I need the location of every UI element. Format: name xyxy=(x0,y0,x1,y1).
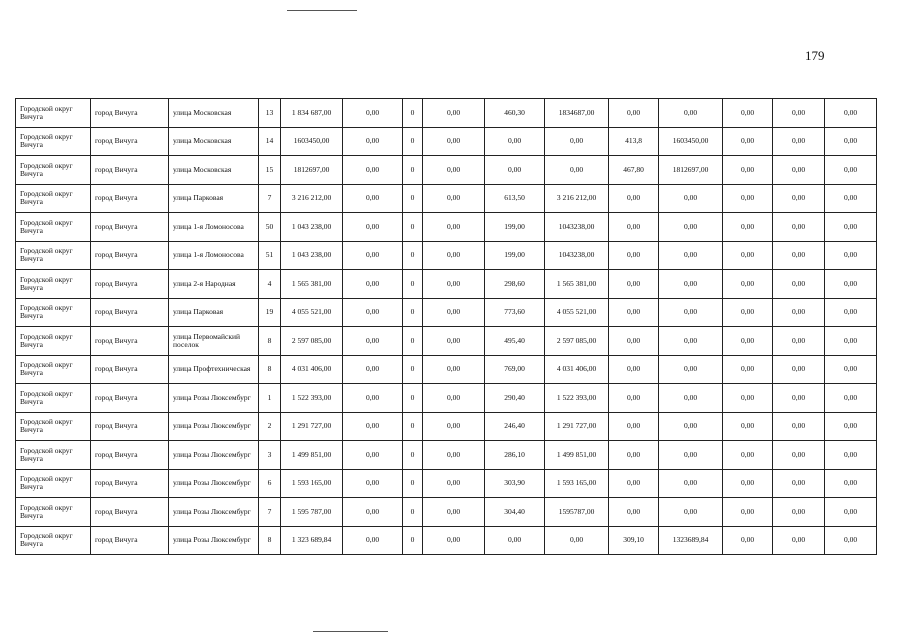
table-cell: Городской округ Вичуга xyxy=(16,412,91,441)
table-cell: 0,00 xyxy=(659,184,723,213)
table-cell: 0,00 xyxy=(773,412,825,441)
table-cell: 0,00 xyxy=(773,526,825,555)
table-cell: 0,00 xyxy=(423,156,485,185)
table-cell: улица Парковая xyxy=(169,184,259,213)
table-cell: 0,00 xyxy=(343,526,403,555)
table-cell: 19 xyxy=(259,298,281,327)
register-table-body xyxy=(16,99,877,555)
table-cell: 0,00 xyxy=(723,498,773,527)
table-cell: улица Московская xyxy=(169,99,259,128)
table-cell: 1 522 393,00 xyxy=(545,384,609,413)
table-cell: 0,00 xyxy=(825,526,877,555)
table-cell: 0,00 xyxy=(609,384,659,413)
table-cell: улица Московская xyxy=(169,156,259,185)
table-cell: 0,00 xyxy=(723,213,773,242)
table-cell: 0 xyxy=(403,156,423,185)
table-cell: 298,60 xyxy=(485,270,545,299)
table-cell: 1834687,00 xyxy=(545,99,609,128)
table-cell: 0 xyxy=(403,498,423,527)
scan-artifact-bottom-line xyxy=(313,631,388,632)
table-cell: город Вичуга xyxy=(91,498,169,527)
table-cell: 0,00 xyxy=(723,99,773,128)
table-cell: 0,00 xyxy=(609,213,659,242)
table-cell: 1 043 238,00 xyxy=(281,213,343,242)
table-cell: 7 xyxy=(259,184,281,213)
table-cell: 0 xyxy=(403,469,423,498)
table-cell: город Вичуга xyxy=(91,270,169,299)
table-cell: 286,10 xyxy=(485,441,545,470)
table-cell: 0,00 xyxy=(773,99,825,128)
table-cell: 4 031 406,00 xyxy=(545,355,609,384)
table-row xyxy=(16,127,877,156)
table-cell: улица 2-я Народная xyxy=(169,270,259,299)
table-cell: 0,00 xyxy=(609,441,659,470)
table-cell: 1 565 381,00 xyxy=(545,270,609,299)
table-cell: 13 xyxy=(259,99,281,128)
table-cell: 0,00 xyxy=(723,384,773,413)
table-cell: 0,00 xyxy=(545,156,609,185)
table-cell: 0,00 xyxy=(825,270,877,299)
table-cell: 1603450,00 xyxy=(659,127,723,156)
table-cell: Городской округ Вичуга xyxy=(16,99,91,128)
table-cell: 0,00 xyxy=(343,156,403,185)
table-cell: 0,00 xyxy=(723,270,773,299)
table-cell: 0,00 xyxy=(343,298,403,327)
table-cell: 0,00 xyxy=(423,241,485,270)
table-cell: 1603450,00 xyxy=(281,127,343,156)
table-cell: город Вичуга xyxy=(91,99,169,128)
table-cell: 0,00 xyxy=(609,241,659,270)
table-cell: улица Первомайский поселок xyxy=(169,327,259,356)
table-cell: улица Розы Люксембург xyxy=(169,469,259,498)
table-cell: 7 xyxy=(259,498,281,527)
table-cell: 1812697,00 xyxy=(659,156,723,185)
table-cell: 290,40 xyxy=(485,384,545,413)
table-cell: 0 xyxy=(403,184,423,213)
scan-artifact-top-line xyxy=(287,10,357,11)
table-cell: 0,00 xyxy=(659,412,723,441)
table-cell: 3 216 212,00 xyxy=(281,184,343,213)
table-cell: 0,00 xyxy=(825,127,877,156)
table-cell: Городской округ Вичуга xyxy=(16,384,91,413)
table-cell: Городской округ Вичуга xyxy=(16,156,91,185)
table-cell: 1 043 238,00 xyxy=(281,241,343,270)
table-cell: 0,00 xyxy=(343,469,403,498)
table-cell: 0,00 xyxy=(723,156,773,185)
table-cell: Городской округ Вичуга xyxy=(16,241,91,270)
table-cell: 0,00 xyxy=(659,384,723,413)
table-cell: 0,00 xyxy=(825,213,877,242)
table-cell: 0,00 xyxy=(423,327,485,356)
table-cell: 769,00 xyxy=(485,355,545,384)
table-cell: 0,00 xyxy=(545,526,609,555)
table-cell: 0,00 xyxy=(423,213,485,242)
table-cell: 0,00 xyxy=(825,355,877,384)
table-cell: 1323689,84 xyxy=(659,526,723,555)
table-cell: 1595787,00 xyxy=(545,498,609,527)
table-cell: 0,00 xyxy=(773,298,825,327)
table-cell: 0,00 xyxy=(423,298,485,327)
table-cell: 4 031 406,00 xyxy=(281,355,343,384)
table-cell: 0,00 xyxy=(723,298,773,327)
table-row xyxy=(16,298,877,327)
table-cell: 0,00 xyxy=(423,355,485,384)
table-cell: 4 xyxy=(259,270,281,299)
table-cell: 0 xyxy=(403,99,423,128)
table-cell: 15 xyxy=(259,156,281,185)
table-cell: 0,00 xyxy=(723,127,773,156)
table-cell: 0,00 xyxy=(343,241,403,270)
table-cell: 0,00 xyxy=(423,526,485,555)
table-cell: 0,00 xyxy=(485,156,545,185)
table-cell: 0,00 xyxy=(723,327,773,356)
table-cell: 0,00 xyxy=(773,498,825,527)
register-table xyxy=(15,98,877,555)
table-cell: 0,00 xyxy=(485,526,545,555)
table-cell: 0,00 xyxy=(423,184,485,213)
table-cell: Городской округ Вичуга xyxy=(16,213,91,242)
table-cell: 2 597 085,00 xyxy=(545,327,609,356)
table-cell: 0,00 xyxy=(723,355,773,384)
table-cell: 0,00 xyxy=(825,412,877,441)
table-cell: 613,50 xyxy=(485,184,545,213)
table-cell: улица Розы Люксембург xyxy=(169,441,259,470)
table-cell: 0,00 xyxy=(659,99,723,128)
table-cell: 0,00 xyxy=(723,412,773,441)
table-cell: 2 xyxy=(259,412,281,441)
table-cell: Городской округ Вичуга xyxy=(16,441,91,470)
table-cell: 0,00 xyxy=(343,498,403,527)
table-cell: 0,00 xyxy=(343,213,403,242)
table-cell: 0,00 xyxy=(659,498,723,527)
table-cell: 0,00 xyxy=(545,127,609,156)
table-cell: 0 xyxy=(403,355,423,384)
table-cell: 199,00 xyxy=(485,213,545,242)
table-cell: 460,30 xyxy=(485,99,545,128)
table-cell: 0,00 xyxy=(423,498,485,527)
table-cell: город Вичуга xyxy=(91,412,169,441)
table-row xyxy=(16,99,877,128)
table-cell: 0,00 xyxy=(423,127,485,156)
table-cell: 0,00 xyxy=(423,99,485,128)
table-cell: 0 xyxy=(403,241,423,270)
table-cell: 8 xyxy=(259,355,281,384)
table-row xyxy=(16,241,877,270)
table-cell: 0,00 xyxy=(659,270,723,299)
table-cell: 0,00 xyxy=(609,469,659,498)
table-cell: 1 522 393,00 xyxy=(281,384,343,413)
table-cell: 246,40 xyxy=(485,412,545,441)
table-cell: 0,00 xyxy=(773,213,825,242)
table-cell: город Вичуга xyxy=(91,384,169,413)
table-cell: 0 xyxy=(403,213,423,242)
table-cell: 0,00 xyxy=(773,384,825,413)
table-row xyxy=(16,384,877,413)
table-cell: 0,00 xyxy=(343,412,403,441)
table-cell: улица Профтехническая xyxy=(169,355,259,384)
table-cell: 1 595 787,00 xyxy=(281,498,343,527)
table-cell: Городской округ Вичуга xyxy=(16,327,91,356)
table-cell: 14 xyxy=(259,127,281,156)
table-cell: 0 xyxy=(403,526,423,555)
table-cell: 0,00 xyxy=(609,327,659,356)
table-cell: улица Розы Люксембург xyxy=(169,412,259,441)
table-cell: 1 593 165,00 xyxy=(281,469,343,498)
table-cell: 1 xyxy=(259,384,281,413)
table-cell: 0,00 xyxy=(659,298,723,327)
table-row xyxy=(16,355,877,384)
table-cell: 0,00 xyxy=(423,270,485,299)
table-cell: 0,00 xyxy=(609,412,659,441)
page-number: 179 xyxy=(805,48,825,63)
table-cell: 0,00 xyxy=(825,441,877,470)
table-row xyxy=(16,526,877,555)
table-cell: 0,00 xyxy=(485,127,545,156)
table-cell: город Вичуга xyxy=(91,355,169,384)
table-cell: 309,10 xyxy=(609,526,659,555)
table-cell: 0,00 xyxy=(825,384,877,413)
table-row xyxy=(16,184,877,213)
table-cell: 0,00 xyxy=(423,384,485,413)
table-cell: 0,00 xyxy=(659,441,723,470)
table-cell: 0 xyxy=(403,327,423,356)
table-cell: 0,00 xyxy=(343,355,403,384)
table-cell: 773,60 xyxy=(485,298,545,327)
table-cell: Городской округ Вичуга xyxy=(16,270,91,299)
table-cell: 0 xyxy=(403,127,423,156)
table-cell: 1 499 851,00 xyxy=(545,441,609,470)
table-cell: 0,00 xyxy=(659,327,723,356)
table-cell: 0,00 xyxy=(825,469,877,498)
table-cell: 4 055 521,00 xyxy=(281,298,343,327)
table-cell: 0,00 xyxy=(609,270,659,299)
table-cell: 0,00 xyxy=(825,241,877,270)
table-cell: 0,00 xyxy=(343,384,403,413)
table-cell: 4 055 521,00 xyxy=(545,298,609,327)
table-cell: 0,00 xyxy=(343,270,403,299)
table-cell: 1043238,00 xyxy=(545,241,609,270)
table-cell: 0,00 xyxy=(773,469,825,498)
table-cell: 0 xyxy=(403,441,423,470)
table-cell: 0,00 xyxy=(343,99,403,128)
table-cell: 0,00 xyxy=(773,127,825,156)
table-cell: улица Московская xyxy=(169,127,259,156)
table-cell: 1 291 727,00 xyxy=(281,412,343,441)
table-cell: 0,00 xyxy=(659,355,723,384)
table-cell: 0,00 xyxy=(825,99,877,128)
table-cell: 0,00 xyxy=(825,184,877,213)
table-cell: 8 xyxy=(259,327,281,356)
table-cell: город Вичуга xyxy=(91,469,169,498)
table-cell: 0,00 xyxy=(343,127,403,156)
table-cell: 0,00 xyxy=(609,298,659,327)
table-cell: 0,00 xyxy=(609,184,659,213)
table-cell: 467,80 xyxy=(609,156,659,185)
table-cell: 0,00 xyxy=(773,327,825,356)
table-row xyxy=(16,469,877,498)
table-cell: 50 xyxy=(259,213,281,242)
table-cell: 0,00 xyxy=(609,498,659,527)
table-cell: 0 xyxy=(403,270,423,299)
table-cell: 303,90 xyxy=(485,469,545,498)
table-row xyxy=(16,270,877,299)
table-cell: 0,00 xyxy=(773,441,825,470)
table-cell: 0,00 xyxy=(773,156,825,185)
table-cell: 0,00 xyxy=(723,526,773,555)
table-cell: 1 499 851,00 xyxy=(281,441,343,470)
table-row xyxy=(16,412,877,441)
table-row xyxy=(16,441,877,470)
table-cell: 1812697,00 xyxy=(281,156,343,185)
table-cell: 1 323 689,84 xyxy=(281,526,343,555)
table-cell: 0,00 xyxy=(659,241,723,270)
table-cell: улица 1-я Ломоносова xyxy=(169,241,259,270)
table-cell: 199,00 xyxy=(485,241,545,270)
table-cell: 1 291 727,00 xyxy=(545,412,609,441)
table-cell: Городской округ Вичуга xyxy=(16,498,91,527)
table-cell: 8 xyxy=(259,526,281,555)
table-cell: 0 xyxy=(403,298,423,327)
table-cell: Городской округ Вичуга xyxy=(16,469,91,498)
table-cell: 1 565 381,00 xyxy=(281,270,343,299)
table-row xyxy=(16,213,877,242)
table-cell: Городской округ Вичуга xyxy=(16,298,91,327)
table-cell: 0 xyxy=(403,384,423,413)
table-cell: 0,00 xyxy=(423,469,485,498)
table-cell: 0,00 xyxy=(825,327,877,356)
table-cell: город Вичуга xyxy=(91,156,169,185)
table-cell: город Вичуга xyxy=(91,526,169,555)
table-cell: 304,40 xyxy=(485,498,545,527)
table-cell: 0,00 xyxy=(825,498,877,527)
table-cell: улица 1-я Ломоносова xyxy=(169,213,259,242)
table-cell: 0,00 xyxy=(343,327,403,356)
table-cell: улица Парковая xyxy=(169,298,259,327)
table-cell: Городской округ Вичуга xyxy=(16,355,91,384)
table-cell: 3 xyxy=(259,441,281,470)
table-cell: улица Розы Люксембург xyxy=(169,526,259,555)
table-cell: 0,00 xyxy=(609,355,659,384)
table-cell: 0,00 xyxy=(723,441,773,470)
table-cell: 413,8 xyxy=(609,127,659,156)
table-cell: Городской округ Вичуга xyxy=(16,184,91,213)
table-cell: 0,00 xyxy=(659,469,723,498)
table-cell: город Вичуга xyxy=(91,441,169,470)
table-cell: 0,00 xyxy=(773,241,825,270)
table-cell: 0,00 xyxy=(773,270,825,299)
table-cell: 1 834 687,00 xyxy=(281,99,343,128)
table-cell: город Вичуга xyxy=(91,184,169,213)
table-cell: Городской округ Вичуга xyxy=(16,526,91,555)
table-row xyxy=(16,327,877,356)
table-cell: 0,00 xyxy=(773,355,825,384)
table-cell: город Вичуга xyxy=(91,298,169,327)
table-cell: Городской округ Вичуга xyxy=(16,127,91,156)
table-cell: город Вичуга xyxy=(91,213,169,242)
table-cell: 3 216 212,00 xyxy=(545,184,609,213)
table-cell: 6 xyxy=(259,469,281,498)
table-row xyxy=(16,498,877,527)
table-cell: улица Розы Люксембург xyxy=(169,498,259,527)
table-cell: город Вичуга xyxy=(91,327,169,356)
table-cell: 0,00 xyxy=(723,184,773,213)
table-cell: 0,00 xyxy=(343,184,403,213)
table-cell: город Вичуга xyxy=(91,127,169,156)
table-cell: 2 597 085,00 xyxy=(281,327,343,356)
table-cell: 0,00 xyxy=(609,99,659,128)
table-cell: 0,00 xyxy=(825,298,877,327)
table-cell: 495,40 xyxy=(485,327,545,356)
table-cell: 0,00 xyxy=(659,213,723,242)
table-cell: 0,00 xyxy=(343,441,403,470)
table-cell: 0,00 xyxy=(423,441,485,470)
table-cell: 51 xyxy=(259,241,281,270)
table-cell: 0,00 xyxy=(423,412,485,441)
table-cell: 0,00 xyxy=(773,184,825,213)
table-cell: 0 xyxy=(403,412,423,441)
table-cell: 0,00 xyxy=(825,156,877,185)
table-cell: город Вичуга xyxy=(91,241,169,270)
table-cell: 1043238,00 xyxy=(545,213,609,242)
table-cell: улица Розы Люксембург xyxy=(169,384,259,413)
table-row xyxy=(16,156,877,185)
table-cell: 1 593 165,00 xyxy=(545,469,609,498)
table-cell: 0,00 xyxy=(723,469,773,498)
table-cell: 0,00 xyxy=(723,241,773,270)
